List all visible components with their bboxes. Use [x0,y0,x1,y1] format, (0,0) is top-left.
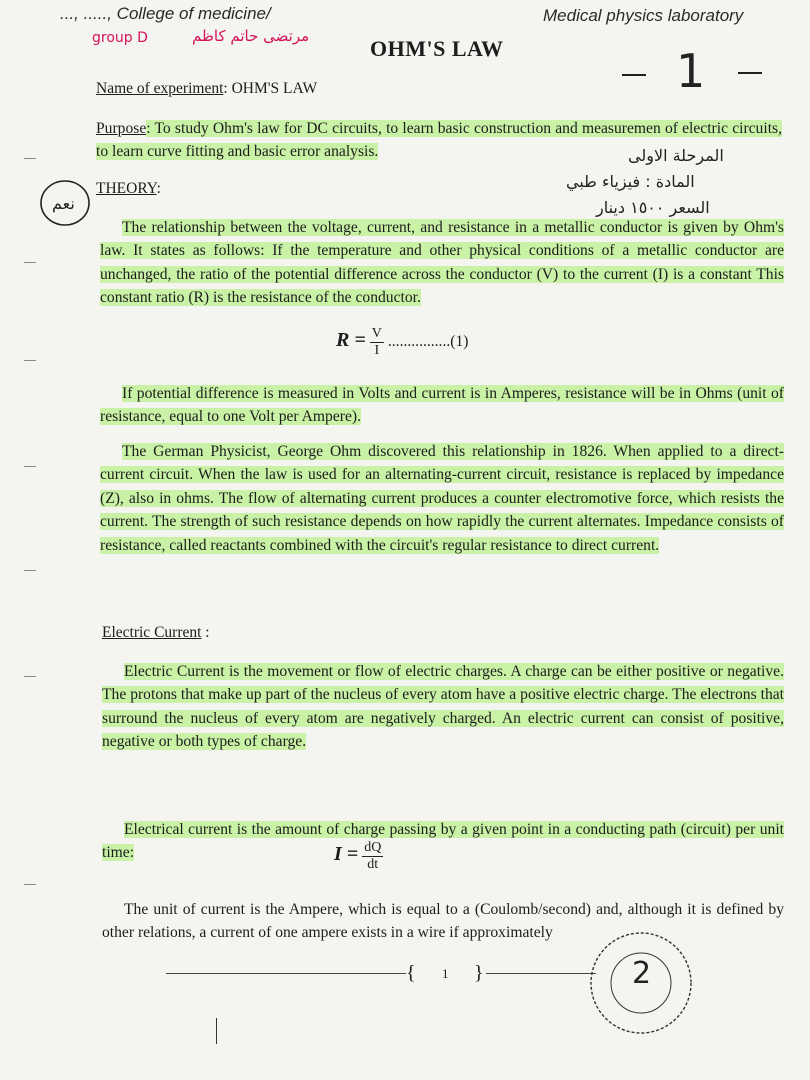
theory-paragraph-2 [100,382,784,429]
margin-mark [24,466,36,467]
margin-mark [24,570,36,571]
theory-suffix: : [156,180,161,197]
electric-current-suffix: : [201,624,210,641]
footer-brace-left: { [406,962,416,984]
ohms-law-equation [336,326,468,359]
eq2-fraction [362,840,383,873]
footer-brace-right: } [474,962,484,984]
theory-paragraph-3 [100,440,784,557]
eq2-denominator: dt [367,857,379,872]
circle-mark-icon [38,177,92,229]
handwritten-arabic-3: السعر ١٥٠٠ دينار [596,198,710,217]
eq1-tag: ................(1) [387,333,469,351]
electric-current-paragraph-2 [102,818,784,865]
margin-mark [24,676,36,677]
page-title: OHM'S LAW [370,36,504,61]
margin-mark [24,262,36,263]
ec-p2-text: Electrical current is the amount of charge passing by a given point in a conducting path (circuit) per unit time: [102,821,784,862]
handwritten-arabic-2: المادة : فيزياء طبي [566,172,695,191]
electric-current-label: Electric Current [102,624,202,641]
theory-label: THEORY [96,180,157,197]
name-of-experiment-value: : OHM'S LAW [223,80,318,97]
pen-stroke [216,1018,217,1044]
eq2-numerator: dQ [364,840,382,855]
stamp-number: 2 [632,956,652,991]
svg-text:نعم: نعم [52,194,75,213]
eq1-denominator: I [374,343,380,358]
margin-mark [24,158,36,159]
margin-mark [24,360,36,361]
handwritten-arabic-1: المرحلة الاولى [628,146,724,165]
electric-current-paragraph-1 [102,660,784,754]
theory-p2-text: If potential difference is measured in Volts and current is in Amperes, resistance will be in Ohms (unit of resistance, equal to one Volt per Ampere). [100,385,784,426]
ec-p3-text: The unit of current is the Ampere, which is equal to a (Coulomb/second) and, although it is defined by other relations, a current of one ampere exists in a wire if approximately [102,901,784,942]
theory-paragraph-1 [100,216,784,310]
handwritten-number: 1 [676,44,706,98]
name-of-experiment [96,80,317,98]
electric-current-heading [102,624,210,642]
handwritten-name: مرتضى حاتم كاظم [192,27,310,45]
ec-p1-text: Electric Current is the movement or flow of electric charges. A charge can be either positive or negative. The protons that make up part of the nucleus of every atom have a positive electric charge. The electrons that surround the nucleus of every atom are negatively charged. An electric current can consist of positive, negative or both types of charge. [102,663,784,751]
name-of-experiment-label: Name of experiment [96,80,224,97]
margin-mark [24,884,36,885]
purpose-text: : To study Ohm's law for DC circuits, to learn basic construction and measuremen of electric circuits, to learn curve fitting and basic error analysis. [96,120,782,161]
eq2-lhs: I = [334,843,359,866]
handwritten-group: group D [92,30,148,46]
theory-p1-text: The relationship between the voltage, current, and resistance in a metallic conductor is given by Ohm's law. It states as follows: If the temperature and other physical conditions of a metallic conductor are unchanged, the ratio of the potential difference across the conductor (V) to the current (I) is a constant This constant ratio (R) is the resistance of the conductor. [100,219,784,307]
footer-rule-right [486,973,596,974]
theory-p3-text: The German Physicist, George Ohm discovered this relationship in 1826. When applied to a direct-current circuit. When the law is used for an alternating-current circuit, resistance is replaced by impedance (Z), also in ohms. The flow of alternating current produces a counter electromotive force, which resists the current. The strength of such resistance depends on how rapidly the current alternates. Impedance consists of resistance, called reactants combined with the circuit's regular resistance to direct current. [100,443,784,554]
lab-header: Medical physics laboratory [543,6,744,25]
college-header: ..., ....., College of medicine/ [60,4,271,23]
dash-mark [738,72,762,74]
current-equation [334,840,383,873]
theory-heading [96,180,161,198]
eq1-numerator: V [371,326,382,341]
page-number: 1 [442,966,449,981]
purpose-label: Purpose [96,120,147,137]
eq1-lhs: R = [336,329,366,352]
dash-mark [622,74,646,76]
eq1-fraction [370,326,384,359]
footer-rule-left [166,973,406,974]
